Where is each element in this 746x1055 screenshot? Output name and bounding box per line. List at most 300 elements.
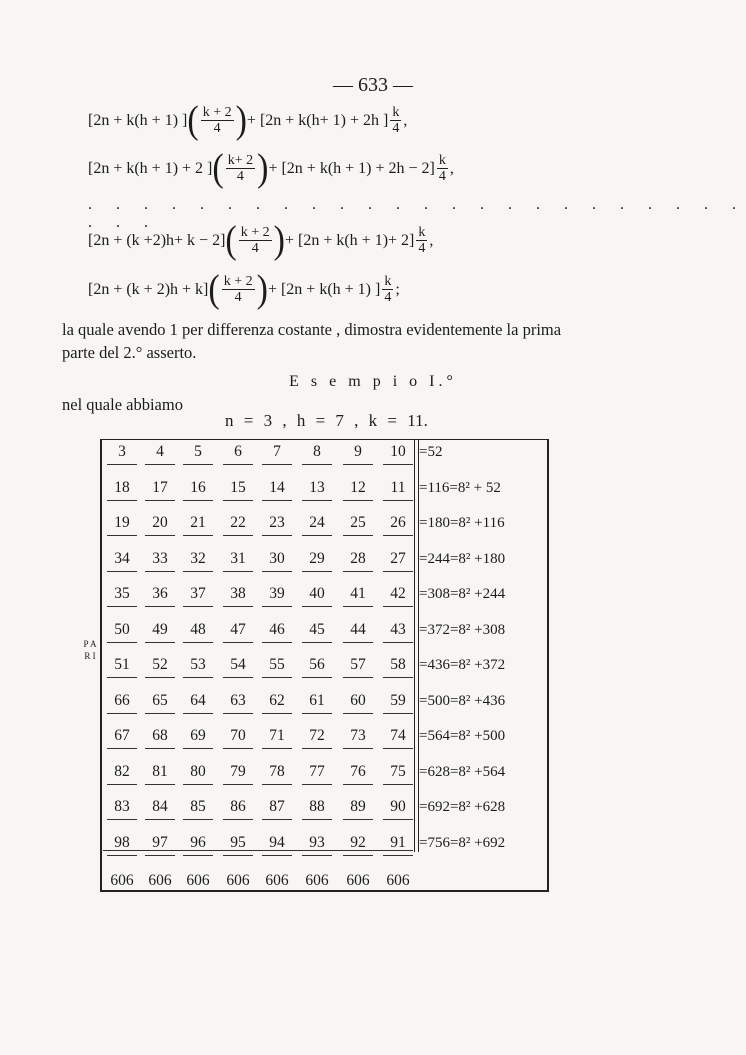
table-cell	[379, 690, 417, 714]
formula-term: [2n + (k +2)h+ k − 2]	[88, 232, 226, 249]
cell-rule	[223, 641, 253, 643]
cell-rule	[183, 676, 213, 678]
table-cell	[339, 512, 377, 536]
cell-rule	[302, 463, 332, 465]
cell-value: 89	[350, 798, 366, 815]
row-sum: =308=8² +244	[419, 586, 506, 602]
cell-rule	[183, 854, 213, 856]
table-cell	[298, 725, 336, 749]
cell-value: 67	[114, 727, 130, 744]
cell-value: 83	[114, 798, 130, 815]
fraction-numerator: k	[418, 225, 426, 240]
paren: (	[212, 147, 224, 190]
formula-punct: ,	[403, 112, 408, 129]
cell-rule	[223, 499, 253, 501]
cell-value: 31	[230, 549, 246, 567]
cell-value: 96	[190, 833, 206, 851]
cell-rule	[107, 676, 137, 678]
cell-rule	[145, 676, 175, 678]
cell-rule	[343, 641, 373, 643]
fraction	[201, 106, 234, 136]
cell-rule	[302, 854, 332, 856]
table-cell	[298, 654, 336, 678]
formula-term: + [2n + k(h + 1) + 2h − 2]	[268, 160, 435, 177]
cell-rule	[262, 499, 292, 501]
cell-rule	[343, 570, 373, 572]
table-cell	[339, 832, 377, 856]
table-cell	[298, 512, 336, 536]
cell-value: 13	[309, 478, 325, 496]
cell-rule	[383, 570, 413, 572]
total-cell: 606	[346, 872, 370, 889]
table-cell	[219, 725, 257, 749]
cell-rule	[145, 747, 175, 749]
cell-value: 69	[190, 727, 206, 744]
cell-value: 35	[114, 585, 130, 602]
cell-rule	[107, 712, 137, 714]
paren: )	[235, 99, 247, 142]
cell-rule	[223, 605, 253, 607]
cell-rule	[262, 712, 292, 714]
fraction-denominator: 4	[418, 241, 426, 256]
cell-rule	[262, 676, 292, 678]
cell-value: 37	[190, 585, 206, 602]
cell-rule	[223, 570, 253, 572]
cell-value: 63	[230, 691, 246, 709]
dots-row: . . . . . . . . . . . . . . . . . . . . . . . . . . .	[88, 196, 746, 231]
cell-value: 51	[114, 656, 130, 673]
table-cell	[379, 583, 417, 607]
fraction-numerator: k	[438, 153, 446, 168]
cell-rule	[223, 854, 253, 856]
table-cell	[141, 761, 179, 785]
cell-rule	[183, 570, 213, 572]
cell-rule	[383, 641, 413, 643]
cell-value: 10	[390, 443, 406, 460]
cell-rule	[302, 712, 332, 714]
paren: (	[187, 99, 199, 142]
cell-value: 12	[350, 478, 366, 496]
cell-value: 66	[114, 691, 130, 709]
cell-rule	[107, 534, 137, 536]
cell-rule	[383, 676, 413, 678]
cell-value: 81	[152, 762, 168, 780]
table-cell	[103, 761, 141, 785]
cell-value: 61	[309, 691, 325, 709]
cell-value: 20	[152, 514, 168, 531]
table-cell	[141, 477, 179, 501]
cell-rule	[183, 534, 213, 536]
table-cell	[103, 512, 141, 536]
cell-value: 73	[350, 727, 366, 744]
cell-rule	[107, 747, 137, 749]
cell-value: 76	[350, 762, 366, 780]
paren: )	[257, 147, 269, 190]
cell-value: 5	[194, 443, 202, 460]
table-cell	[339, 548, 377, 572]
table-cell	[298, 441, 336, 465]
cell-value: 33	[152, 549, 168, 567]
cell-rule	[302, 783, 332, 785]
cell-rule	[145, 463, 175, 465]
row-sum: =116=8² + 52	[419, 479, 501, 496]
formula-term: + [2n + k(h+ 1) + 2h ]	[246, 112, 389, 129]
table-cell	[103, 832, 141, 856]
cell-rule	[302, 534, 332, 536]
cell-value: 75	[390, 762, 406, 780]
cell-rule	[262, 463, 292, 465]
table-cell	[103, 725, 141, 749]
cell-value: 46	[269, 620, 285, 638]
cell-value: 85	[190, 798, 206, 815]
fraction-denominator: 4	[236, 169, 244, 184]
cell-value: 19	[114, 514, 130, 531]
cell-value: 44	[350, 620, 366, 638]
fraction-denominator: 4	[392, 121, 400, 136]
cell-value: 21	[190, 514, 206, 531]
cell-value: 53	[190, 656, 206, 673]
paragraph-line-2: parte del 2.° asserto.	[62, 343, 197, 362]
cell-rule	[302, 570, 332, 572]
cell-value: 6	[234, 443, 242, 460]
formula-term: + [2n + k(h + 1)+ 2]	[284, 232, 415, 249]
table-cell	[141, 832, 179, 856]
table-cell	[339, 441, 377, 465]
table-cell	[379, 725, 417, 749]
table-cell	[298, 796, 336, 820]
cell-rule	[383, 854, 413, 856]
cell-rule	[383, 499, 413, 501]
cell-rule	[343, 463, 373, 465]
cell-value: 91	[390, 833, 406, 851]
cell-value: 47	[230, 620, 246, 638]
cell-rule	[383, 605, 413, 607]
cell-rule	[262, 534, 292, 536]
cell-value: 9	[354, 443, 362, 460]
total-cell: 606	[148, 872, 172, 889]
cell-value: 49	[152, 620, 168, 638]
total-cell: 606	[305, 872, 329, 889]
table-cell	[298, 583, 336, 607]
table-cell	[379, 548, 417, 572]
side-label-pari: P A R I	[83, 639, 97, 661]
table-cell	[179, 583, 217, 607]
table-cell	[179, 548, 217, 572]
cell-rule	[262, 570, 292, 572]
table-cell	[141, 548, 179, 572]
row-sum: =244=8² +180	[419, 550, 506, 567]
table-cell	[219, 761, 257, 785]
table-divider-line	[414, 439, 415, 852]
table-cell	[298, 832, 336, 856]
cell-value: 59	[390, 691, 406, 709]
table-cell	[179, 832, 217, 856]
cell-value: 34	[114, 549, 130, 567]
table-cell	[258, 548, 296, 572]
cell-rule	[302, 676, 332, 678]
paren: )	[256, 268, 268, 311]
table-cell	[141, 690, 179, 714]
table-cell	[103, 619, 141, 643]
table-cell	[258, 654, 296, 678]
formula-punct: ,	[449, 160, 454, 177]
nel-quale-text: nel quale abbiamo	[62, 395, 183, 414]
cell-value: 95	[230, 833, 246, 851]
table-cell	[258, 725, 296, 749]
cell-value: 15	[230, 478, 246, 496]
cell-value: 80	[190, 762, 206, 780]
table-cell	[339, 477, 377, 501]
table-cell	[179, 690, 217, 714]
cell-value: 4	[156, 443, 164, 460]
formula-term: [2n + k(h + 1) + 2 ]	[88, 160, 213, 177]
cell-value: 41	[350, 585, 366, 602]
cell-value: 54	[230, 656, 246, 673]
table-cell	[258, 690, 296, 714]
table-cell	[219, 548, 257, 572]
cell-rule	[383, 747, 413, 749]
cell-value: 25	[350, 514, 366, 531]
cell-rule	[145, 570, 175, 572]
table-divider-line	[418, 439, 419, 852]
table-cell	[141, 583, 179, 607]
cell-rule	[107, 605, 137, 607]
cell-rule	[223, 783, 253, 785]
cell-value: 98	[114, 833, 130, 851]
cell-rule	[302, 641, 332, 643]
table-cell	[103, 654, 141, 678]
cell-value: 38	[230, 585, 246, 602]
table-cell	[258, 796, 296, 820]
table-cell	[179, 441, 217, 465]
table-cell	[141, 512, 179, 536]
cell-rule	[223, 747, 253, 749]
cell-rule	[262, 783, 292, 785]
formula-line	[88, 99, 608, 142]
table-cell	[379, 654, 417, 678]
table-cell	[379, 832, 417, 856]
cell-value: 60	[350, 691, 366, 709]
cell-rule	[107, 641, 137, 643]
cell-rule	[223, 463, 253, 465]
formula-term: [2n + k(h + 1) ]	[88, 112, 188, 129]
table-cell	[298, 619, 336, 643]
cell-rule	[343, 747, 373, 749]
table-cell	[179, 761, 217, 785]
cell-value: 11	[390, 478, 406, 496]
cell-value: 88	[309, 798, 325, 815]
fraction	[437, 154, 448, 184]
cell-value: 27	[390, 549, 406, 567]
table-cell	[258, 477, 296, 501]
formula-punct: ;	[395, 281, 400, 298]
cell-value: 42	[390, 585, 406, 602]
table-cell	[179, 796, 217, 820]
cell-rule	[302, 818, 332, 820]
cell-rule	[183, 747, 213, 749]
table-cell	[298, 690, 336, 714]
total-cell: 606	[186, 872, 210, 889]
cell-rule	[383, 712, 413, 714]
cell-rule	[383, 534, 413, 536]
cell-value: 58	[390, 656, 406, 673]
cell-value: 50	[114, 620, 130, 638]
formula-line	[88, 147, 608, 190]
row-sum: =692=8² +628	[419, 799, 506, 815]
table-cell	[103, 477, 141, 501]
fraction	[226, 154, 255, 184]
cell-value: 71	[269, 727, 285, 744]
cell-rule	[262, 605, 292, 607]
formula-punct: ,	[429, 232, 434, 249]
cell-value: 52	[152, 656, 168, 673]
table-cell	[379, 761, 417, 785]
cell-value: 29	[309, 549, 325, 567]
formula-term: + [2n + k(h + 1) ]	[267, 281, 381, 298]
table-cell	[298, 477, 336, 501]
cell-value: 14	[269, 478, 285, 496]
cell-rule	[107, 783, 137, 785]
cell-value: 3	[118, 443, 126, 460]
cell-rule	[343, 605, 373, 607]
table-cell	[258, 832, 296, 856]
cell-value: 68	[152, 727, 168, 744]
table-cell	[298, 548, 336, 572]
cell-value: 36	[152, 585, 168, 602]
cell-value: 72	[309, 727, 325, 744]
cell-rule	[223, 712, 253, 714]
cell-value: 45	[309, 620, 325, 638]
cell-value: 39	[269, 585, 285, 602]
cell-value: 90	[390, 798, 406, 815]
cell-rule	[262, 818, 292, 820]
cell-value: 43	[390, 620, 406, 638]
cell-value: 17	[152, 478, 168, 496]
cell-value: 86	[230, 798, 246, 815]
table-cell	[179, 477, 217, 501]
cell-value: 8	[313, 443, 321, 460]
cell-rule	[145, 783, 175, 785]
fraction-denominator: 4	[251, 241, 259, 256]
fraction-numerator: k+ 2	[227, 153, 254, 168]
table-cell	[103, 690, 141, 714]
cell-value: 78	[269, 762, 285, 780]
cell-rule	[343, 818, 373, 820]
cell-rule	[145, 641, 175, 643]
cell-rule	[223, 818, 253, 820]
table-cell	[258, 761, 296, 785]
cell-value: 24	[309, 514, 325, 531]
cell-value: 87	[269, 798, 285, 815]
cell-rule	[343, 712, 373, 714]
cell-rule	[145, 854, 175, 856]
cell-value: 26	[390, 514, 406, 531]
row-sum: =180=8² +116	[419, 515, 505, 531]
table-cell	[339, 619, 377, 643]
cell-rule	[145, 534, 175, 536]
table-cell	[258, 512, 296, 536]
cell-rule	[343, 534, 373, 536]
table-cell	[179, 725, 217, 749]
table-cell	[103, 796, 141, 820]
total-cell: 606	[226, 872, 250, 889]
fraction-denominator: 4	[384, 290, 392, 305]
paragraph-line-1: la quale avendo 1 per differenza costante , dimostra evidentemente la prima	[62, 320, 562, 339]
row-sum: =52	[419, 444, 443, 460]
cell-rule	[343, 783, 373, 785]
table-cell	[219, 690, 257, 714]
cell-rule	[145, 712, 175, 714]
row-sum: =500=8² +436	[419, 692, 506, 709]
cell-value: 84	[152, 798, 168, 815]
table-cell	[219, 477, 257, 501]
cell-rule	[145, 499, 175, 501]
table-cell	[339, 761, 377, 785]
cell-value: 7	[273, 443, 281, 460]
cell-value: 70	[230, 727, 246, 744]
paren: (	[208, 268, 220, 311]
cell-rule	[262, 641, 292, 643]
cell-rule	[343, 676, 373, 678]
total-cell: 606	[265, 872, 289, 889]
cell-rule	[262, 747, 292, 749]
paren: )	[273, 219, 285, 262]
cell-rule	[107, 818, 137, 820]
row-sum: =436=8² +372	[419, 657, 506, 673]
cell-value: 93	[309, 833, 325, 851]
cell-value: 65	[152, 691, 168, 709]
table-cell	[141, 654, 179, 678]
cell-rule	[302, 747, 332, 749]
table-cell	[103, 548, 141, 572]
table-cell	[141, 796, 179, 820]
cell-rule	[383, 463, 413, 465]
cell-rule	[383, 818, 413, 820]
total-cell: 606	[386, 872, 410, 889]
row-sum: =628=8² +564	[419, 763, 506, 780]
cell-rule	[302, 605, 332, 607]
cell-value: 94	[269, 833, 285, 851]
example-heading: E s e m p i o I.°	[289, 373, 457, 390]
table-cell	[219, 583, 257, 607]
table-cell	[258, 583, 296, 607]
cell-value: 57	[350, 656, 366, 673]
fraction	[390, 106, 401, 136]
table-cell	[379, 512, 417, 536]
fraction-denominator: 4	[213, 121, 221, 136]
cell-rule	[107, 570, 137, 572]
cell-rule	[183, 818, 213, 820]
table-cell	[339, 725, 377, 749]
table-cell	[179, 512, 217, 536]
row-sum: =564=8² +500	[419, 728, 506, 744]
cell-rule	[223, 534, 253, 536]
table-cell	[103, 441, 141, 465]
table-cell	[298, 761, 336, 785]
table-cell	[219, 832, 257, 856]
cell-value: 56	[309, 656, 325, 673]
cell-value: 16	[190, 478, 206, 496]
cell-value: 55	[269, 656, 285, 673]
cell-rule	[383, 783, 413, 785]
cell-value: 28	[350, 549, 366, 567]
cell-value: 74	[390, 727, 406, 744]
cell-value: 22	[230, 514, 246, 531]
table-cell	[219, 654, 257, 678]
cell-rule	[145, 818, 175, 820]
table-cell	[219, 619, 257, 643]
formula-line	[88, 268, 608, 311]
